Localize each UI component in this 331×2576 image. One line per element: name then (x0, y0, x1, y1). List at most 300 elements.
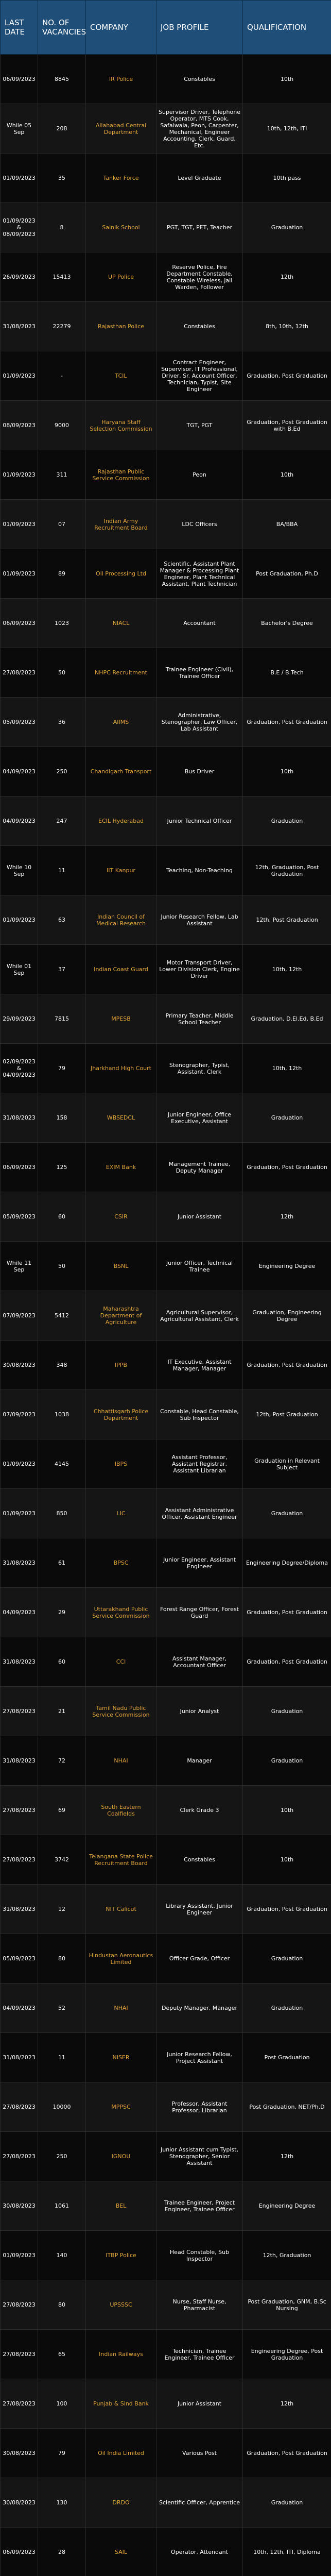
cell-qualification: 10th (243, 747, 331, 796)
cell-qualification: 10th (243, 55, 331, 104)
cell-vacancies: 79 (38, 1044, 86, 1093)
cell-vacancies: 250 (38, 2132, 86, 2181)
cell-last-date: 06/09/2023 (1, 55, 38, 104)
table-row (1, 2330, 331, 2379)
table-row (1, 698, 331, 747)
cell-company: BPSC (86, 1538, 156, 1588)
cell-qualification: Graduation in Relevant Subject (243, 1439, 331, 1489)
cell-qualification: Engineering Degree (243, 1242, 331, 1291)
cell-job-profile: Assistant Manager, Accountant Officer (156, 1637, 243, 1687)
cell-qualification: Graduation, Post Graduation (243, 1341, 331, 1390)
cell-vacancies: 850 (38, 1489, 86, 1538)
cell-job-profile: Junior Research Fellow, Project Assistant (156, 2033, 243, 2082)
cell-job-profile: IT Executive, Assistant Manager, Manager (156, 1341, 243, 1390)
cell-company: AIIMS (86, 698, 156, 747)
cell-last-date: While 01 Sep (1, 945, 38, 994)
table-row (1, 1044, 331, 1093)
cell-job-profile: Agricultural Supervisor, Agricultural Assistant, Clerk (156, 1291, 243, 1341)
cell-qualification: 10th, 12th (243, 1044, 331, 1093)
cell-last-date: 06/09/2023 (1, 599, 38, 648)
cell-company: BEL (86, 2181, 156, 2231)
header-vacancies: NO. OF VACANCIES (38, 1, 86, 55)
cell-job-profile: Junior Officer, Technical Trainee (156, 1242, 243, 1291)
cell-last-date: 27/08/2023 (1, 2082, 38, 2132)
cell-company: Jharkhand High Court (86, 1044, 156, 1093)
cell-company: CCI (86, 1637, 156, 1687)
table-row (1, 302, 331, 351)
table-row (1, 2528, 331, 2576)
cell-company: Oil India Limited (86, 2429, 156, 2478)
table-row (1, 1291, 331, 1341)
cell-company: ECIL Hyderabad (86, 796, 156, 846)
cell-vacancies: 8845 (38, 55, 86, 104)
cell-last-date: 01/09/2023 (1, 1439, 38, 1489)
table-row (1, 351, 331, 401)
table-row (1, 1885, 331, 1934)
cell-company: TCIL (86, 351, 156, 401)
table-row (1, 796, 331, 846)
cell-qualification: Graduation, D.El.Ed, B.Ed (243, 994, 331, 1044)
cell-company: LIC (86, 1489, 156, 1538)
cell-last-date: 05/09/2023 (1, 1934, 38, 1984)
cell-qualification: Graduation (243, 1934, 331, 1984)
table-row (1, 1538, 331, 1588)
cell-job-profile: Accountant (156, 599, 243, 648)
cell-last-date: 27/08/2023 (1, 2330, 38, 2379)
cell-vacancies: 140 (38, 2231, 86, 2280)
cell-company: BSNL (86, 1242, 156, 1291)
cell-vacancies: 22279 (38, 302, 86, 351)
cell-job-profile: Junior Assistant (156, 1192, 243, 1242)
cell-last-date: 07/09/2023 (1, 1291, 38, 1341)
cell-vacancies: 60 (38, 1192, 86, 1242)
cell-company: MPPSC (86, 2082, 156, 2132)
table-row (1, 1934, 331, 1984)
cell-vacancies: 5412 (38, 1291, 86, 1341)
cell-company: DRDO (86, 2478, 156, 2528)
cell-last-date: 31/08/2023 (1, 302, 38, 351)
header-qualification: QUALIFICATION (243, 1, 331, 55)
cell-qualification: Engineering Degree/Diploma (243, 1538, 331, 1588)
cell-qualification: BA/BBA (243, 500, 331, 549)
cell-company: Haryana Staff Selection Commission (86, 401, 156, 450)
cell-qualification: Graduation (243, 203, 331, 252)
cell-job-profile: Constable, Head Constable, Sub Inspector (156, 1390, 243, 1439)
cell-vacancies: 130 (38, 2478, 86, 2528)
table-row (1, 2478, 331, 2528)
cell-company: Sainik School (86, 203, 156, 252)
cell-last-date: 04/09/2023 (1, 1984, 38, 2033)
cell-last-date: 27/08/2023 (1, 2132, 38, 2181)
cell-vacancies: 11 (38, 2033, 86, 2082)
cell-qualification: 10th, 12th, ITI, Diploma (243, 2528, 331, 2576)
cell-job-profile: PGT, TGT, PET, Teacher (156, 203, 243, 252)
cell-last-date: 08/09/2023 (1, 401, 38, 450)
cell-company: EXIM Bank (86, 1143, 156, 1192)
cell-qualification: Post Graduation, NET/Ph.D (243, 2082, 331, 2132)
cell-job-profile: Various Post (156, 2429, 243, 2478)
cell-last-date: 01/09/2023 (1, 1489, 38, 1538)
cell-qualification: Graduation, Post Graduation (243, 1637, 331, 1687)
table-row (1, 1093, 331, 1143)
cell-last-date: 05/09/2023 (1, 698, 38, 747)
cell-qualification: 12th (243, 2379, 331, 2429)
table-row (1, 648, 331, 698)
cell-qualification: Post Graduation, Ph.D (243, 549, 331, 599)
cell-vacancies: 11 (38, 846, 86, 895)
cell-job-profile: Clerk Grade 3 (156, 1786, 243, 1835)
cell-company: Rajasthan Police (86, 302, 156, 351)
cell-last-date: 27/08/2023 (1, 1835, 38, 1885)
cell-qualification: Graduation (243, 1489, 331, 1538)
cell-job-profile: Technician, Trainee Engineer, Trainee Officer (156, 2330, 243, 2379)
table-row (1, 1984, 331, 2033)
cell-job-profile: Stenographer, Typist, Assistant, Clerk (156, 1044, 243, 1093)
table-row (1, 1835, 331, 1885)
cell-company: MPESB (86, 994, 156, 1044)
cell-job-profile: Trainee Engineer (Civil), Trainee Officer (156, 648, 243, 698)
cell-job-profile: Management Trainee, Deputy Manager (156, 1143, 243, 1192)
cell-vacancies: 125 (38, 1143, 86, 1192)
cell-qualification: Graduation, Post Graduation with B.Ed (243, 401, 331, 450)
cell-vacancies: 65 (38, 2330, 86, 2379)
cell-vacancies: 35 (38, 154, 86, 203)
cell-last-date: 31/08/2023 (1, 1736, 38, 1786)
cell-company: Allahabad Central Department (86, 104, 156, 154)
cell-last-date: 04/09/2023 (1, 1588, 38, 1637)
cell-vacancies: 3742 (38, 1835, 86, 1885)
cell-job-profile: Primary Teacher, Middle School Teacher (156, 994, 243, 1044)
cell-company: NIT Calicut (86, 1885, 156, 1934)
cell-qualification: 12th (243, 1192, 331, 1242)
cell-company: Tanker Force (86, 154, 156, 203)
cell-company: IGNOU (86, 2132, 156, 2181)
cell-qualification: Post Graduation (243, 2033, 331, 2082)
table-row (1, 994, 331, 1044)
cell-vacancies: 80 (38, 2280, 86, 2330)
cell-job-profile: Teaching, Non-Teaching (156, 846, 243, 895)
cell-last-date: 29/09/2023 (1, 994, 38, 1044)
cell-job-profile: Operator, Attendant (156, 2528, 243, 2576)
cell-qualification: 10th (243, 1786, 331, 1835)
cell-vacancies: 10000 (38, 2082, 86, 2132)
cell-qualification: Graduation, Post Graduation (243, 1588, 331, 1637)
cell-last-date: 01/09/2023 (1, 549, 38, 599)
cell-vacancies: 311 (38, 450, 86, 500)
cell-last-date: 27/08/2023 (1, 2280, 38, 2330)
cell-vacancies: 250 (38, 747, 86, 796)
cell-qualification: Graduation, Engineering Degree (243, 1291, 331, 1341)
cell-job-profile: Manager (156, 1736, 243, 1786)
table-body (1, 55, 331, 2576)
cell-qualification: Graduation, Post Graduation (243, 1143, 331, 1192)
cell-last-date: 31/08/2023 (1, 1538, 38, 1588)
cell-last-date: 30/08/2023 (1, 1341, 38, 1390)
cell-last-date: 02/09/2023 & 04/09/2023 (1, 1044, 38, 1093)
cell-qualification: Graduation (243, 1687, 331, 1736)
cell-job-profile: Junior Analyst (156, 1687, 243, 1736)
cell-company: UPSSSC (86, 2280, 156, 2330)
cell-last-date: 01/09/2023 (1, 154, 38, 203)
cell-last-date: While 10 Sep (1, 846, 38, 895)
cell-vacancies: 21 (38, 1687, 86, 1736)
cell-vacancies: 61 (38, 1538, 86, 1588)
cell-job-profile: Constables (156, 302, 243, 351)
table-row (1, 1637, 331, 1687)
cell-last-date: 30/08/2023 (1, 2181, 38, 2231)
table-row (1, 1588, 331, 1637)
table-row (1, 2429, 331, 2478)
cell-job-profile: Contract Engineer, Supervisor, IT Professional, Driver, Sr. Account Officer, Technician, Typist, Site Engineer (156, 351, 243, 401)
cell-last-date: 31/08/2023 (1, 1637, 38, 1687)
cell-company: Uttarakhand Public Service Commission (86, 1588, 156, 1637)
cell-vacancies: 348 (38, 1341, 86, 1390)
cell-qualification: Graduation, Post Graduation (243, 1885, 331, 1934)
cell-job-profile: TGT, PGT (156, 401, 243, 450)
cell-qualification: 12th, Post Graduation (243, 895, 331, 945)
cell-job-profile: Deputy Manager, Manager (156, 1984, 243, 2033)
cell-qualification: Graduation (243, 1984, 331, 2033)
table-row (1, 2033, 331, 2082)
cell-qualification: Graduation (243, 1093, 331, 1143)
cell-job-profile: Junior Engineer, Assistant Engineer (156, 1538, 243, 1588)
cell-qualification: 10th, 12th, ITI (243, 104, 331, 154)
table-row (1, 599, 331, 648)
table-row (1, 895, 331, 945)
table-row (1, 1736, 331, 1786)
cell-job-profile: Supervisor Driver, Telephone Operator, MTS Cook, Safaiwala, Peon, Carpenter, Mechanical, Engineer Accounting, Clerk, Guard, Etc. (156, 104, 243, 154)
cell-company: Hindustan Aeronautics Limited (86, 1934, 156, 1984)
table-row (1, 549, 331, 599)
cell-job-profile: Constables (156, 1835, 243, 1885)
cell-vacancies: 60 (38, 1637, 86, 1687)
table-header-row (1, 1, 331, 55)
cell-company: IPPB (86, 1341, 156, 1390)
cell-vacancies: 9000 (38, 401, 86, 450)
cell-job-profile: Administrative, Stenographer, Law Officer, Lab Assistant (156, 698, 243, 747)
cell-qualification: 10th (243, 1835, 331, 1885)
cell-qualification: 10th pass (243, 154, 331, 203)
table-row (1, 846, 331, 895)
header-last-date: LAST DATE (1, 1, 38, 55)
cell-vacancies: 247 (38, 796, 86, 846)
cell-qualification: Post Graduation, GNM, B.Sc Nursing (243, 2280, 331, 2330)
cell-qualification: Engineering Degree (243, 2181, 331, 2231)
cell-qualification: Engineering Degree, Post Graduation (243, 2330, 331, 2379)
table-row (1, 55, 331, 104)
cell-vacancies: 89 (38, 549, 86, 599)
table-row (1, 1687, 331, 1736)
cell-company: Chhattisgarh Police Department (86, 1390, 156, 1439)
cell-last-date: While 11 Sep (1, 1242, 38, 1291)
cell-job-profile: Junior Research Fellow, Lab Assistant (156, 895, 243, 945)
cell-company: SAIL (86, 2528, 156, 2576)
table-row (1, 1242, 331, 1291)
cell-vacancies: 36 (38, 698, 86, 747)
table-row (1, 1143, 331, 1192)
cell-job-profile: Junior Assistant cum Typist, Stenographer, Senior Assistant (156, 2132, 243, 2181)
cell-vacancies: 208 (38, 104, 86, 154)
cell-qualification: B.E / B.Tech (243, 648, 331, 698)
cell-company: NIACL (86, 599, 156, 648)
cell-vacancies: 4145 (38, 1439, 86, 1489)
cell-job-profile: Reserve Police, Fire Department Constable, Constable Wireless, Jail Warden, Follower (156, 252, 243, 302)
cell-vacancies: 37 (38, 945, 86, 994)
cell-vacancies: 1038 (38, 1390, 86, 1439)
table-row (1, 500, 331, 549)
cell-job-profile: Officer Grade, Officer (156, 1934, 243, 1984)
cell-job-profile: LDC Officers (156, 500, 243, 549)
cell-last-date: 01/09/2023 (1, 450, 38, 500)
cell-vacancies: 52 (38, 1984, 86, 2033)
cell-job-profile: Assistant Professor, Assistant Registrar, Assistant Librarian (156, 1439, 243, 1489)
cell-vacancies: 72 (38, 1736, 86, 1786)
cell-last-date: 30/08/2023 (1, 2478, 38, 2528)
table-row (1, 2132, 331, 2181)
cell-job-profile: Library Assistant, Junior Engineer (156, 1885, 243, 1934)
cell-qualification: 12th (243, 2132, 331, 2181)
cell-company: Rajasthan Public Service Commission (86, 450, 156, 500)
table-row (1, 747, 331, 796)
cell-vacancies: 69 (38, 1786, 86, 1835)
cell-job-profile: Junior Technical Officer (156, 796, 243, 846)
cell-qualification: Bachelor's Degree (243, 599, 331, 648)
cell-qualification: 12th (243, 252, 331, 302)
table-row (1, 2280, 331, 2330)
cell-company: UP Police (86, 252, 156, 302)
cell-qualification: Graduation (243, 796, 331, 846)
cell-last-date: 01/09/2023 (1, 351, 38, 401)
cell-vacancies: 29 (38, 1588, 86, 1637)
cell-last-date: 06/09/2023 (1, 2528, 38, 2576)
cell-vacancies: 8 (38, 203, 86, 252)
cell-last-date: 01/09/2023 (1, 2231, 38, 2280)
cell-job-profile: Motor Transport Driver, Lower Division Clerk, Engine Driver (156, 945, 243, 994)
cell-last-date: 27/08/2023 (1, 1687, 38, 1736)
table-row (1, 1439, 331, 1489)
table-row (1, 2082, 331, 2132)
cell-company: WBSEDCL (86, 1093, 156, 1143)
cell-qualification: Graduation, Post Graduation (243, 698, 331, 747)
cell-vacancies: 1061 (38, 2181, 86, 2231)
cell-vacancies: 158 (38, 1093, 86, 1143)
cell-job-profile: Nurse, Staff Nurse, Pharmacist (156, 2280, 243, 2330)
cell-job-profile: Level Graduate (156, 154, 243, 203)
table-row (1, 2231, 331, 2280)
cell-last-date: 04/09/2023 (1, 747, 38, 796)
cell-qualification: 12th, Graduation (243, 2231, 331, 2280)
cell-company: IIT Kanpur (86, 846, 156, 895)
cell-company: IR Police (86, 55, 156, 104)
cell-qualification: Graduation (243, 1736, 331, 1786)
cell-job-profile: Head Constable, Sub Inspector (156, 2231, 243, 2280)
cell-job-profile: Constables (156, 55, 243, 104)
cell-job-profile: Junior Assistant (156, 2379, 243, 2429)
cell-company: CSIR (86, 1192, 156, 1242)
cell-vacancies: 7815 (38, 994, 86, 1044)
cell-last-date: 27/08/2023 (1, 648, 38, 698)
cell-qualification: Graduation, Post Graduation (243, 351, 331, 401)
cell-company: Maharashtra Department of Agriculture (86, 1291, 156, 1341)
cell-job-profile: Scientific Officer, Apprentice (156, 2478, 243, 2528)
cell-job-profile: Professor, Assistant Professor, Librarian (156, 2082, 243, 2132)
table-row (1, 154, 331, 203)
cell-company: NHAI (86, 1736, 156, 1786)
cell-vacancies: 79 (38, 2429, 86, 2478)
cell-company: Chandigarh Transport (86, 747, 156, 796)
cell-last-date: 01/09/2023 (1, 895, 38, 945)
cell-last-date: 06/09/2023 (1, 1143, 38, 1192)
cell-vacancies: 07 (38, 500, 86, 549)
table-row (1, 1390, 331, 1439)
cell-company: ITBP Police (86, 2231, 156, 2280)
table-row (1, 2181, 331, 2231)
cell-vacancies: 15413 (38, 252, 86, 302)
cell-company: Indian Coast Guard (86, 945, 156, 994)
cell-last-date: 01/09/2023 & 08/09/2023 (1, 203, 38, 252)
table-row (1, 1786, 331, 1835)
cell-vacancies: 12 (38, 1885, 86, 1934)
cell-company: Punjab & Sind Bank (86, 2379, 156, 2429)
cell-qualification: 12th, Post Graduation (243, 1390, 331, 1439)
cell-company: NHAI (86, 1984, 156, 2033)
cell-qualification: 10th, 12th (243, 945, 331, 994)
cell-last-date: 31/08/2023 (1, 2033, 38, 2082)
cell-last-date: 27/08/2023 (1, 2379, 38, 2429)
cell-vacancies: 80 (38, 1934, 86, 1984)
cell-vacancies: 28 (38, 2528, 86, 2576)
table-row (1, 1192, 331, 1242)
cell-last-date: 01/09/2023 (1, 500, 38, 549)
cell-company: Tamil Nadu Public Service Commission (86, 1687, 156, 1736)
cell-qualification: 12th, Graduation, Post Graduation (243, 846, 331, 895)
cell-job-profile: Scientific, Assistant Plant Manager & Processing Plant Engineer, Plant Technical Assistant, Plant Technician (156, 549, 243, 599)
table-row (1, 104, 331, 154)
cell-company: Indian Army Recruitment Board (86, 500, 156, 549)
cell-job-profile: Forest Range Officer, Forest Guard (156, 1588, 243, 1637)
cell-last-date: While 05 Sep (1, 104, 38, 154)
cell-last-date: 07/09/2023 (1, 1390, 38, 1439)
table-row (1, 1341, 331, 1390)
table-row (1, 450, 331, 500)
cell-qualification: 8th, 10th, 12th (243, 302, 331, 351)
table-row (1, 401, 331, 450)
cell-job-profile: Bus Driver (156, 747, 243, 796)
cell-last-date: 31/08/2023 (1, 1885, 38, 1934)
cell-vacancies: 100 (38, 2379, 86, 2429)
table-row (1, 1489, 331, 1538)
table-row (1, 252, 331, 302)
cell-last-date: 31/08/2023 (1, 1093, 38, 1143)
cell-job-profile: Trainee Engineer, Project Engineer, Trainee Officer (156, 2181, 243, 2231)
cell-company: Telangana State Police Recruitment Board (86, 1835, 156, 1885)
cell-last-date: 30/08/2023 (1, 2429, 38, 2478)
cell-company: IBPS (86, 1439, 156, 1489)
table-row (1, 945, 331, 994)
cell-vacancies: 50 (38, 1242, 86, 1291)
cell-job-profile: Assistant Administrative Officer, Assistant Engineer (156, 1489, 243, 1538)
cell-company: NHPC Recruitment (86, 648, 156, 698)
cell-qualification: Graduation, Post Graduation (243, 2429, 331, 2478)
cell-vacancies: 1023 (38, 599, 86, 648)
cell-vacancies: - (38, 351, 86, 401)
cell-vacancies: 63 (38, 895, 86, 945)
cell-last-date: 04/09/2023 (1, 796, 38, 846)
cell-company: South Eastern Coalfields (86, 1786, 156, 1835)
cell-company: NISER (86, 2033, 156, 2082)
cell-last-date: 26/09/2023 (1, 252, 38, 302)
cell-qualification: 10th (243, 450, 331, 500)
